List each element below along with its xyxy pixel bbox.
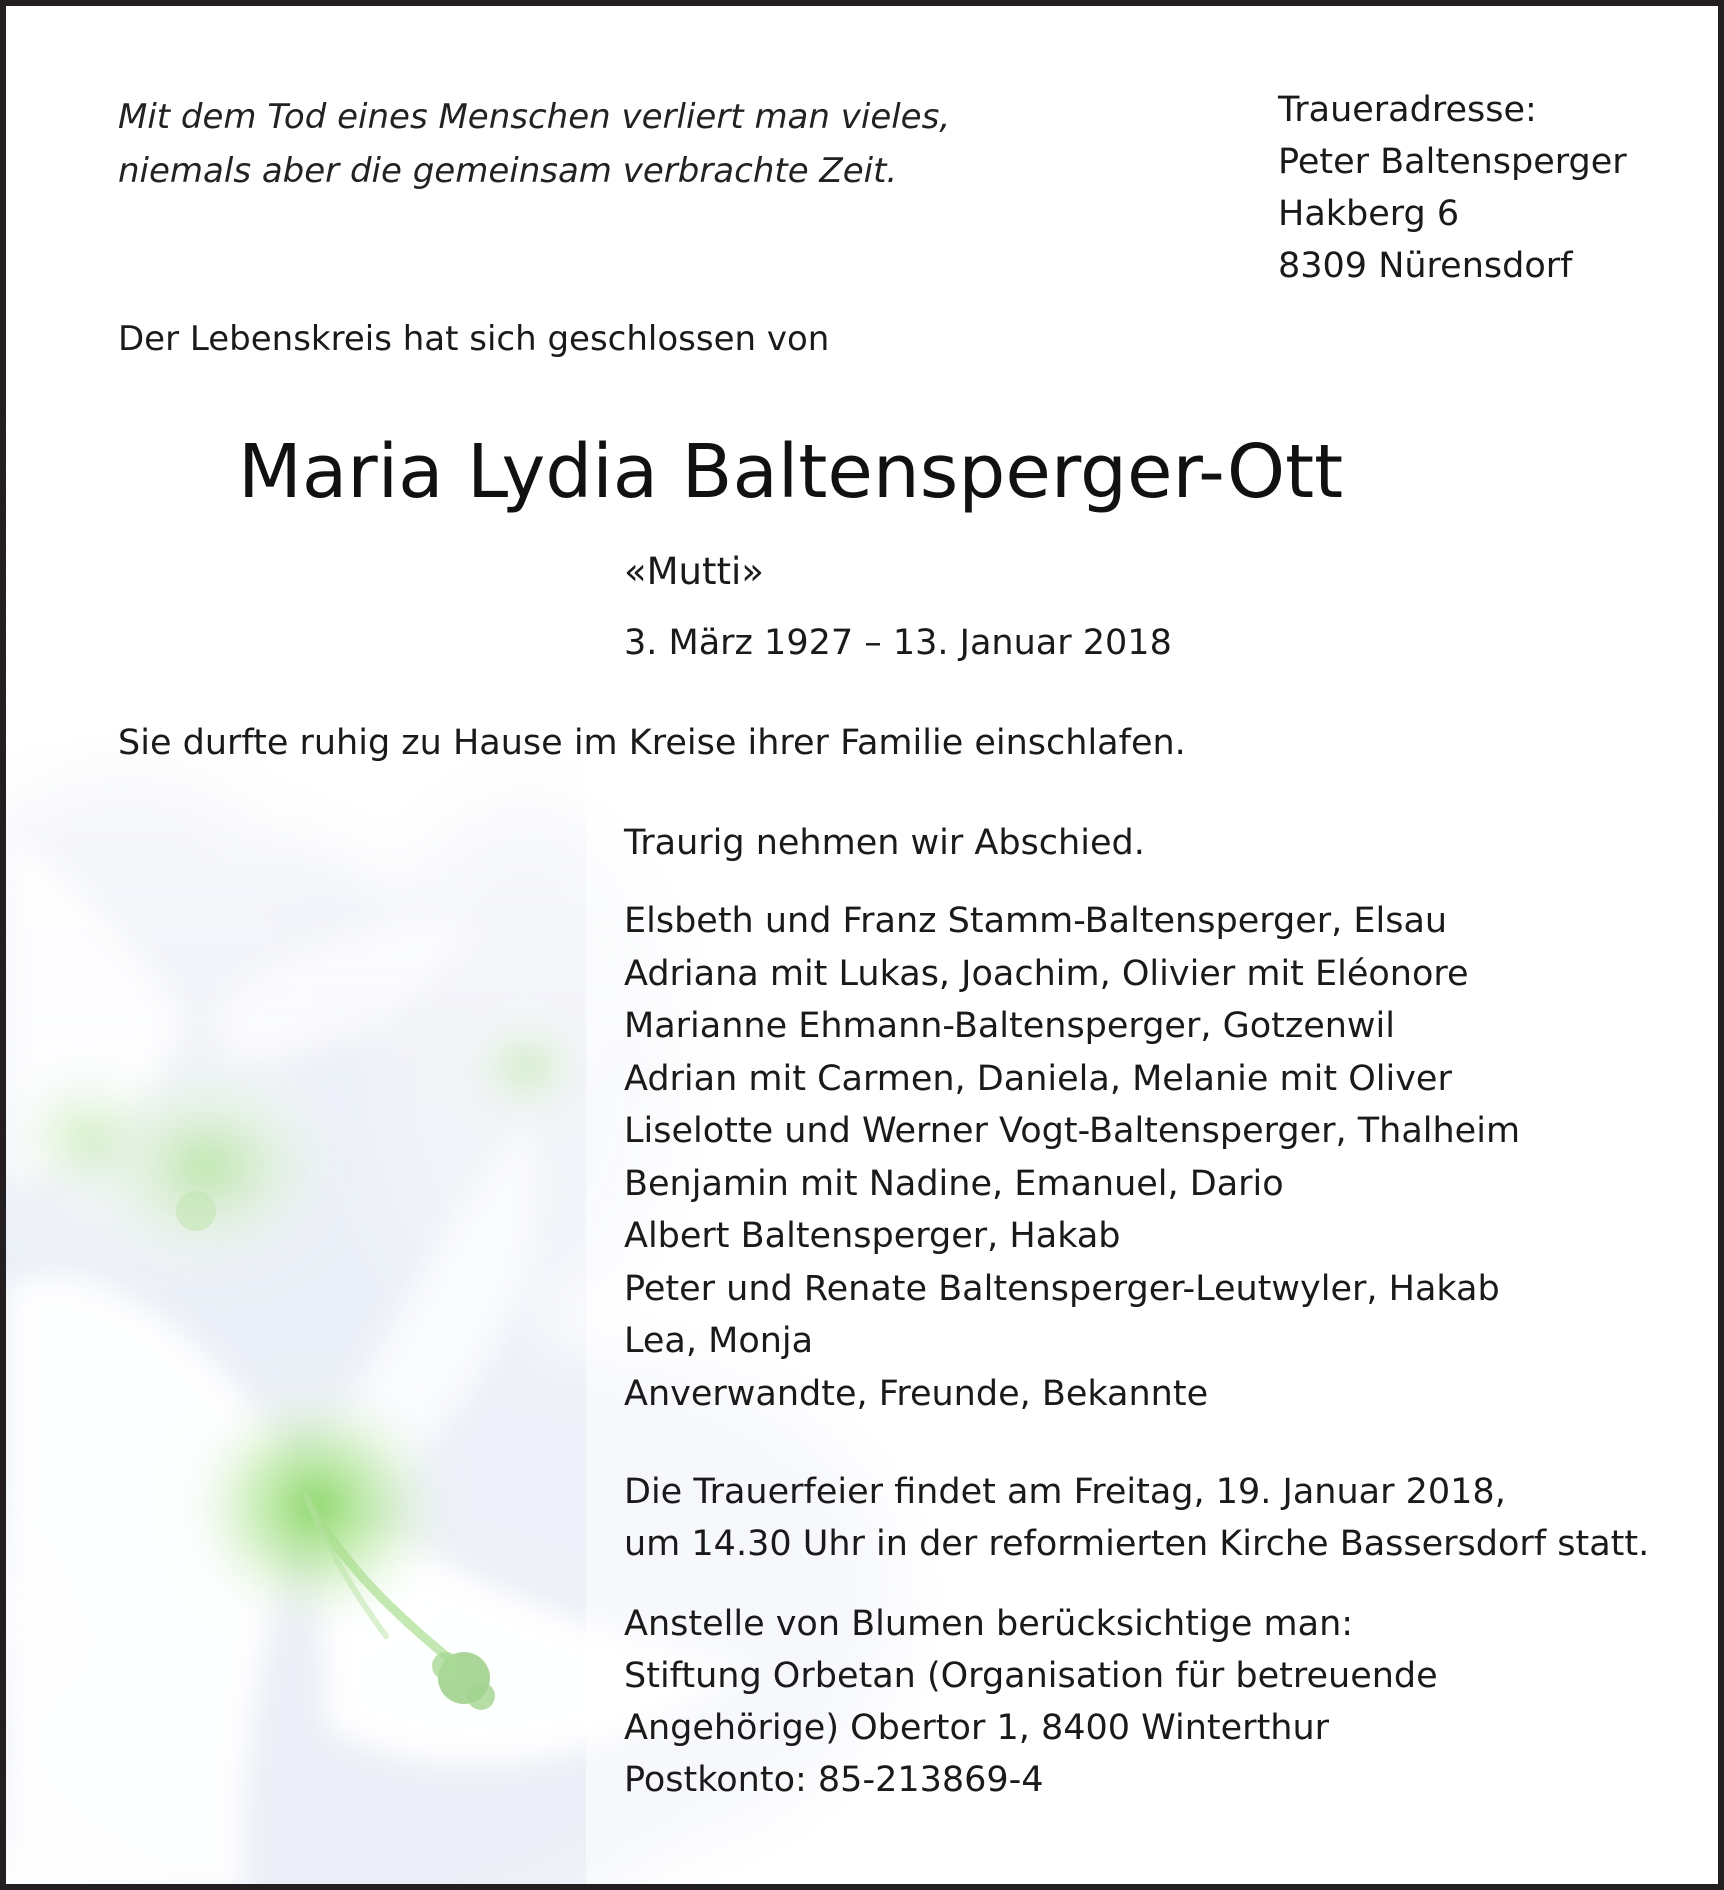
address-heading: Traueradresse: xyxy=(1278,90,1537,130)
deceased-nickname: «Mutti» xyxy=(624,550,764,593)
intro-line: Der Lebenskreis hat sich geschlossen von xyxy=(118,319,830,359)
donation-line: Stiftung Orbetan (Organisation für betreuende xyxy=(624,1656,1438,1696)
address-street: Hakberg 6 xyxy=(1278,194,1460,234)
mourner-entry: Peter und Renate Baltensperger-Leutwyler, Hakab xyxy=(624,1268,1500,1309)
motto-line: niemals aber die gemeinsam verbrachte Zeit. xyxy=(118,151,898,191)
service-line: um 14.30 Uhr in der reformierten Kirche Bassersdorf statt. xyxy=(624,1524,1650,1564)
mourner-entry: Albert Baltensperger, Hakab xyxy=(624,1216,1121,1256)
donation-line: Angehörige) Obertor 1, 8400 Winterthur xyxy=(624,1708,1330,1748)
mourner-entry: Lea, Monja xyxy=(624,1321,814,1361)
deceased-name: Maria Lydia Baltensperger-Ott xyxy=(238,429,1344,515)
mourner-entry: Marianne Ehmann-Baltensperger, Gotzenwil xyxy=(624,1006,1396,1046)
mourning-address xyxy=(1278,84,1627,292)
mourner-entry: Elsbeth und Franz Stamm-Baltensperger, Elsau xyxy=(624,901,1448,941)
mourner-entry: Anverwandte, Freunde, Bekannte xyxy=(624,1373,1209,1414)
mourner-entry: Adriana mit Lukas, Joachim, Olivier mit Eléonore xyxy=(624,953,1469,994)
mourners-list xyxy=(624,895,1520,1420)
mourner-entry: Adrian mit Carmen, Daniela, Melanie mit Oliver xyxy=(624,1058,1452,1099)
passing-statement: Sie durfte ruhig zu Hause im Kreise ihrer Familie einschlafen. xyxy=(118,723,1186,763)
donation-line: Anstelle von Blumen berücksichtige man: xyxy=(624,1604,1354,1644)
service-line: Die Trauerfeier findet am Freitag, 19. Januar 2018, xyxy=(624,1472,1506,1512)
donation-info xyxy=(624,1598,1438,1806)
donation-line: Postkonto: 85-213869-4 xyxy=(624,1760,1044,1800)
address-name: Peter Baltensperger xyxy=(1278,142,1627,182)
mourner-entry: Liselotte und Werner Vogt-Baltensperger, Thalheim xyxy=(624,1111,1521,1151)
mourner-entry: Benjamin mit Nadine, Emanuel, Dario xyxy=(624,1163,1284,1204)
life-dates: 3. März 1927 – 13. Januar 2018 xyxy=(624,623,1172,663)
funeral-service-info xyxy=(624,1466,1649,1570)
address-city: 8309 Nürensdorf xyxy=(1278,246,1573,286)
farewell-line: Traurig nehmen wir Abschied. xyxy=(624,823,1145,863)
motto-quote xyxy=(118,90,950,198)
motto-line: Mit dem Tod eines Menschen verliert man vieles, xyxy=(118,97,951,137)
